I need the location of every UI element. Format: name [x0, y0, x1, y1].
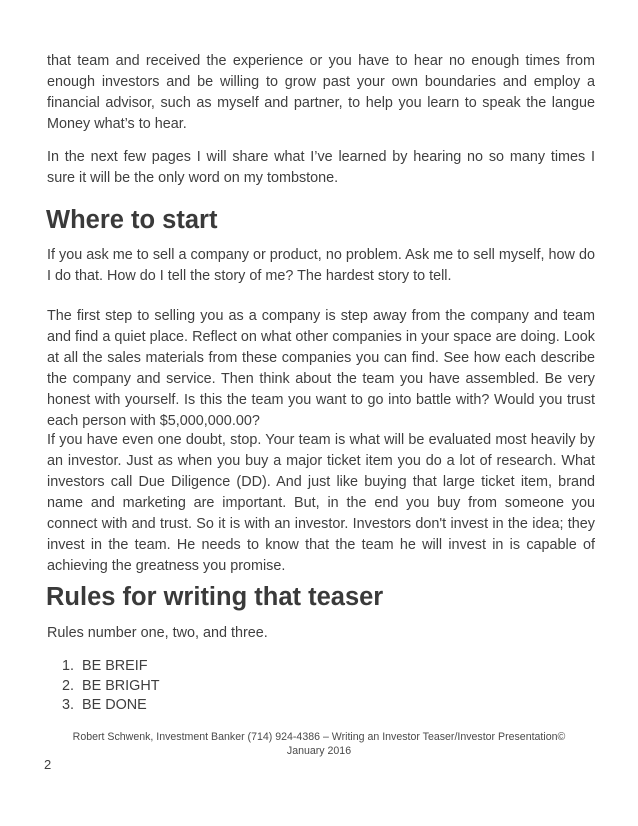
list-item-text: BE BRIGHT	[82, 677, 160, 694]
paragraph-intro: In the next few pages I will share what I’ve learned by hearing no so many times I sure it will be the only word on my tombstone.	[47, 149, 595, 186]
rules-list	[62, 657, 160, 716]
rules-intro: Rules number one, two, and three.	[47, 625, 268, 641]
list-item	[62, 677, 160, 697]
list-number: 3.	[62, 697, 75, 713]
list-item-text: BE DONE	[82, 697, 147, 713]
page-number: 2	[44, 757, 52, 772]
list-number: 2.	[62, 677, 75, 694]
page-footer	[40, 731, 598, 758]
paragraph-first-step: The first step to selling you as a company is step away from the company and team and find a quiet place. Reflect on what other companies in your space are doing. Look at all the sales materials from these companies you can find. See how each describe the company and service. Then think about the team you have assembled. Be very honest with yourself. Is this the team you want to go into battle with? Would you trust each person with $5,000,000.00?	[47, 308, 595, 429]
footer-author-line: Robert Schwenk, Investment Banker (714) 924-4386 – Writing an Investor Teaser/Investor Presentation©	[72, 731, 566, 743]
list-item	[62, 657, 160, 677]
paragraph-sell-myself: If you ask me to sell a company or product, no problem. Ask me to sell myself, how do I do that. How do I tell the story of me? The hardest story to tell.	[47, 247, 595, 284]
footer-date: January 2016	[286, 744, 352, 757]
list-item-text: BE BREIF	[82, 658, 148, 674]
paragraph-continuation: that team and received the experience or you have to hear no enough times from enough investors and be willing to grow past your own boundaries and employ a financial advisor, such as myself and partner, to help you learn to speak the langue Money what’s to hear.	[47, 53, 595, 132]
paragraph-doubt: If you have even one doubt, stop. Your team is what will be evaluated most heavily by an investor. Just as when you buy a major ticket item you do a lot of research. What investors call Due Diligence (DD). And just like buying that large ticket item, brand name and marketing are important. But, in the end you buy from someone you connect with and trust. So it is with an investor. Investors don't invest in the idea; they invest in the team. He needs to know that the team he will invest in is capable of achieving the greatness you promise.	[47, 432, 595, 574]
list-number: 1.	[62, 658, 75, 674]
section-heading-where-to-start: Where to start	[46, 206, 218, 234]
section-heading-rules: Rules for writing that teaser	[46, 583, 384, 611]
list-item	[62, 696, 160, 716]
